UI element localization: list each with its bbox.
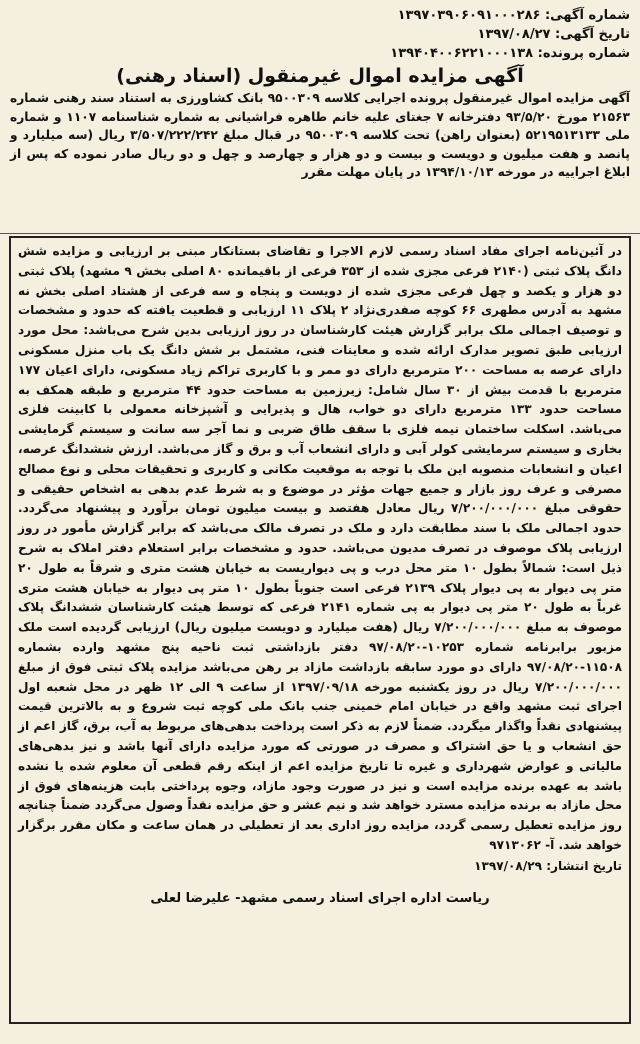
column-divider (0, 233, 640, 234)
publication-date: تاریخ انتشار: ۱۳۹۷/۰۸/۲۹ (474, 858, 622, 873)
ad-date: تاریخ آگهی: ۱۳۹۷/۰۸/۲۷ (477, 27, 630, 42)
signature: ریاست اداره اجرای اسناد رسمی مشهد- علیرضا لعلی (150, 890, 490, 906)
intro-text: آگهی مزایده اموال غیرمنقول پرونده اجرایی کلاسه ۹۵۰۰۳۰۹ بانک کشاورزی به استناد سند رهنی شماره ۲۱۵۶۳ مورخ ۹۳/۵/۲۰ دفترخانه ۷ جغتای علیه خانم طاهره فراشیانی به شماره شناسنامه ۱۱۰۷ و شماره ملی ۵۲۱۹۵۱۳۱۳۳ (بعنوان راهن) تحت کلاسه ۹۵۰۰۳۰۹ در قبال مبلغ ۳/۵۰۷/۲۲۲/۲۴۲ ریال (سه میلیارد و پانصد و هفت میلیون و دویست و بیست و دو هزار و چهارصد و چهل و دو ریال صادر نموده که پس از ابلاغ اجراییه در مورخه ۱۳۹۴/۱۰/۱۳ در پایان مهلت مقرر (10, 91, 630, 179)
notice-header (0, 0, 640, 63)
body-text: در آئین‌نامه اجرای مفاد اسناد رسمی لازم الاجرا و تقاضای بستانکار مبنی بر ارزیابی و مزایده شش دانگ پلاک ثبتی (۲۱۴۰ فرعی مجزی شده از ۳۵۳ فرعی از باقیمانده ۸۰ اصلی بخش ۹ مشهد) پلاک ثبتی دو هزار و یکصد و چهل فرعی مجزی شده از دویست و پنجاه و سه فرعی از هشتاد اصلی بخش نه مشهد به آدرس مطهری ۶۶ کوچه صفدری‌نژاد ۲ پلاک ۱۱ ارزیابی و قطعیت یافته که حدود و مشخصات و توصیف اجمالی ملک برابر گزارش هیئت کارشناسان در روز ارزیابی بدین شرح می‌باشد: محل مورد ارزیابی طبق تصویر مدارک ارائه شده و معاینات فنی، مشتمل بر شش دانگ یک باب منزل مسکونی دارای عرصه به مساحت ۲۰۰ مترمربع دارای دو ممر و با کاربری تراکم زیاد مسکونی، دارای اعیان ۱۷۷ مترمربع با قدمت بیش از ۳۰ سال شامل: زیرزمین به مساحت حدود ۴۴ مترمربع و طبقه همکف به مساحت حدود ۱۳۳ مترمربع دارای دو خواب، هال و پذیرایی و آشپزخانه معمولی با کابینت فلزی می‌باشد. اسکلت ساختمان نیمه فلزی با سقف طاق ضربی و نما آجر سه سانت و سیستم گرمایشی بخاری و سیستم سرمایشی کولر آبی و دارای انشعاب آب و برق و گاز می‌باشد. ارزش ششدانگ عرصه، اعیان و انشعابات منصوبه این ملک با توجه به موقعیت مکانی و کاربری و تحقیقات محلی و نوع مصالح مصرفی و عرف روز بازار و جمیع جهات مؤثر در موضوع و به شرط عدم بدهی به اشخاص حقیقی و حقوقی مبلغ ۷/۲۰۰/۰۰۰/۰۰۰ ریال معادل هفتصد و بیست میلیون تومان برآورد و پیشنهاد می‌گردد. حدود اجمالی ملک با سند مطابقت دارد و ملک در تصرف مالک می‌باشد که برابر گزارش مأمور در روز ارزیابی پلاک موصوف در تصرف مدیون می‌باشد. حدود و مشخصات برابر استعلام دفتر املاک به شرح ذیل است: شمالاً بطول ۱۰ متر محل درب و پی دیواریست به خیابان هشت متری و شرقاً به طول ۲۰ متر پی دیوار به پی دیوار پلاک ۲۱۳۹ فرعی است جنوباً بطول ۱۰ متر پی دیوار به خیابان هشت متری غرباً به طول ۲۰ متر پی دیوار به پی شماره ۲۱۴۱ فرعی که توسط هیئت کارشناسان ششدانگ پلاک موصوف به مبلغ ۷/۲۰۰/۰۰۰/۰۰۰ ریال (هفت میلیارد و دویست میلیون ریال) ارزیابی گردیده است ملک مزبور برابرنامه شماره ۱۰۲۵۳-۹۷/۰۸/۲۰ دفتر بازداشتی ثبت ناحیه پنج مشهد وارده بشماره ۱۱۵۰۸-۹۷/۰۸/۲۰ دارای دو مورد سابقه بازداشت مازاد بر رهن می‌باشد مزایده پلاک ثبتی فوق از مبلغ ۷/۲۰۰/۰۰۰/۰۰۰ ریال در روز یکشنبه مورخه ۱۳۹۷/۰۹/۱۸ از ساعت ۹ الی ۱۲ ظهر در محل شعبه اول اجرای ثبت مشهد واقع در خیابان امام خمینی جنب بانک ملی کوچه ثبت شروع و به بالاترین قیمت پیشنهادی نقداً واگذار میگردد. ضمناً لازم به ذکر است پرداخت بدهی‌های مربوط به آب، برق، گاز اعم از حق انشعاب و یا حق اشتراک و مصرف در صورتی که مورد مزایده دارای آنها باشد و نیز بدهی‌های مالیاتی و عوارض شهرداری و غیره تا تاریخ مزایده اعم از اینکه رقم قطعی آن معلوم شده یا نشده باشد به عهده برنده مزایده است و نیز در صورت وجود مازاد، وجوه پرداختی بابت هزینه‌های فوق از محل مازاد به برنده مزایده مسترد خواهد شد و نیم عشر و حق مزایده نقداً وصول می‌گردد ضمناً چنانچه روز مزایده تعطیل رسمی گردد، مزایده روز اداری بعد از تعطیلی در همان ساعت و مکان مقرر برگزار خواهد شد. آ- ۹۷۱۳۰۶۲ (18, 244, 623, 852)
ad-number: شماره آگهی: ۱۳۹۷۰۳۹۰۶۰۹۱۰۰۰۲۸۶ (397, 8, 630, 23)
notice-title: آگهی مزایده اموال غیرمنقول (اسناد رهنی) (116, 65, 524, 87)
file-number: شماره پرونده: ۱۳۹۴۰۴۰۰۶۲۲۱۰۰۰۱۳۸ (390, 46, 630, 61)
notice-intro (0, 89, 640, 182)
notice-body-box (9, 236, 631, 1024)
